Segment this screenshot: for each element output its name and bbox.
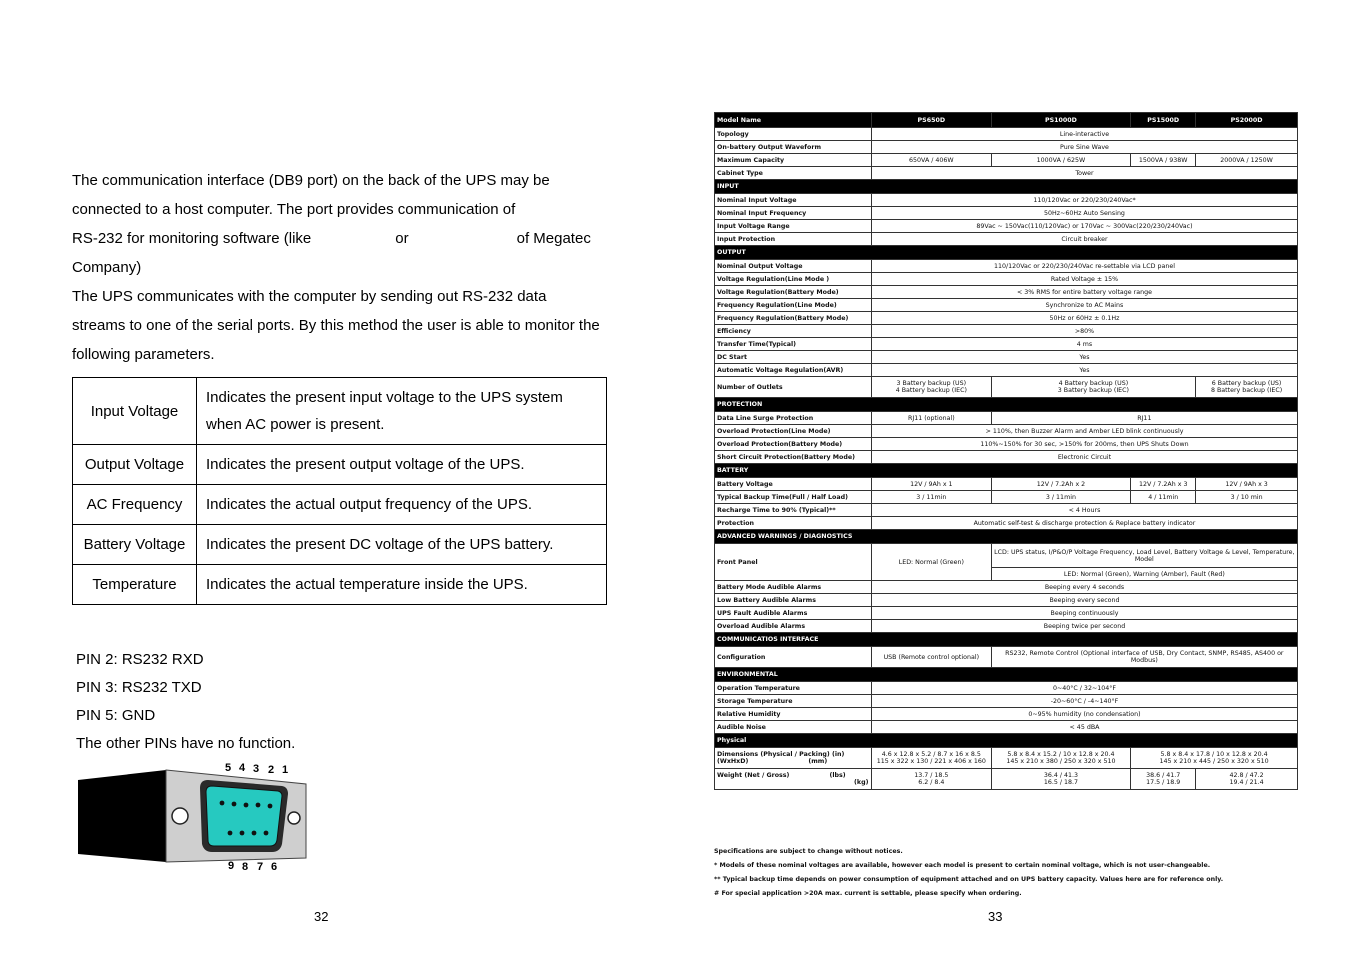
table-header-row (715, 113, 1298, 128)
param-desc: Indicates the present output voltage of the UPS. (197, 445, 607, 485)
weight-unit: (lbs) (829, 772, 846, 779)
connector-body (78, 770, 166, 862)
row-label: Relative Humidity (715, 708, 872, 721)
intro-line: The UPS communicates with the computer by sending out RS-232 data (72, 288, 547, 305)
section-header (715, 734, 1298, 748)
footnote: # For special application >20A max. current is settable, please specify when ordering. (714, 890, 1022, 897)
section-title: COMMUNICATIOS INTERFACE (715, 633, 1298, 647)
row-label: Low Battery Audible Alarms (715, 594, 872, 607)
row-label (715, 769, 872, 790)
section-title: ENVIRONMENTAL (715, 668, 1298, 682)
param-desc: Indicates the present DC voltage of the UPS battery. (197, 525, 607, 565)
pin-number: 1 (282, 764, 289, 776)
param-name: Temperature (73, 565, 197, 605)
section-header (715, 633, 1298, 647)
section-title: Physical (715, 734, 1298, 748)
row-label: Frequency Regulation(Line Mode) (715, 299, 872, 312)
table-row (715, 128, 1298, 141)
intro-segment: RS-232 for monitoring software (like (72, 230, 312, 247)
section-header (715, 530, 1298, 544)
section-header (715, 246, 1298, 260)
row-value: < 45 dBA (871, 721, 1297, 734)
table-row (715, 491, 1298, 504)
table-row (715, 412, 1298, 425)
row-label: Voltage Regulation(Battery Mode) (715, 286, 872, 299)
outlet-line: 3 Battery backup (US) (896, 380, 967, 387)
model-name: PS1000D (991, 113, 1131, 128)
table-row (715, 299, 1298, 312)
pin-number: 8 (242, 861, 249, 873)
table-row (715, 581, 1298, 594)
row-value (871, 769, 991, 790)
page-number: 33 (988, 909, 1003, 924)
row-value (1196, 769, 1298, 790)
row-label: Recharge Time to 90% (Typical)** (715, 504, 872, 517)
param-desc: Indicates the present input voltage to the UPS system when AC power is present. (197, 378, 607, 445)
section-title: ADVANCED WARNINGS / DIAGNOSTICS (715, 530, 1298, 544)
table-row (715, 338, 1298, 351)
table-row (715, 207, 1298, 220)
weight-line: 6.2 / 8.4 (918, 779, 945, 786)
row-value: 89Vac ~ 150Vac(110/120Vac) or 170Vac ~ 300Vac(220/230/240Vac) (871, 220, 1297, 233)
dim-label: Dimensions (Physical / Packing) (in) (717, 751, 845, 758)
dim-line: 5.8 x 8.4 x 15.2 / 10 x 12.8 x 20.4 (1007, 751, 1115, 758)
table-row (715, 312, 1298, 325)
row-label: Front Panel (715, 544, 872, 581)
row-label: UPS Fault Audible Alarms (715, 607, 872, 620)
pin-number: 4 (239, 762, 246, 774)
row-value: Beeping twice per second (871, 620, 1297, 633)
table-row (715, 748, 1298, 769)
row-label: Audible Noise (715, 721, 872, 734)
table-row (715, 220, 1298, 233)
row-label: Frequency Regulation(Battery Mode) (715, 312, 872, 325)
row-label: Nominal Input Frequency (715, 207, 872, 220)
table-row (715, 695, 1298, 708)
row-value: RS232, Remote Control (Optional interface of USB, Dry Contact, SNMP, RS485, AS400 or Modbus) (991, 647, 1297, 668)
row-value: 12V / 9Ah x 3 (1196, 478, 1298, 491)
table-row (73, 565, 607, 605)
section-title: BATTERY (715, 464, 1298, 478)
dim-line: 4.6 x 12.8 x 5.2 / 8.7 x 16 x 8.5 (881, 751, 981, 758)
row-value: Synchronize to AC Mains (871, 299, 1297, 312)
intro-line (72, 224, 652, 253)
table-row (715, 594, 1298, 607)
param-desc: Indicates the actual output frequency of the UPS. (197, 485, 607, 525)
row-value: 4 / 11min (1131, 491, 1196, 504)
row-value: >80% (871, 325, 1297, 338)
row-value: 110%~150% for 30 sec, >150% for 200ms, then UPS Shuts Down (871, 438, 1297, 451)
row-label: Protection (715, 517, 872, 530)
section-header (715, 398, 1298, 412)
pin-line: PIN 3: RS232 TXD (76, 679, 202, 696)
row-value: LED: Normal (Green) (871, 544, 991, 581)
dim-line: 5.8 x 8.4 x 17.8 / 10 x 12.8 x 20.4 (1160, 751, 1268, 758)
row-value: Yes (871, 364, 1297, 377)
connector-face (206, 786, 282, 846)
table-row (715, 769, 1298, 790)
outlet-line: 3 Battery backup (IEC) (1057, 387, 1130, 394)
row-label: DC Start (715, 351, 872, 364)
weight-line: 16.5 / 18.7 (1043, 779, 1079, 786)
table-row (715, 607, 1298, 620)
table-row (715, 425, 1298, 438)
row-label: Voltage Regulation(Line Mode ) (715, 273, 872, 286)
intro-paragraph (72, 166, 652, 369)
row-value: 12V / 7.2Ah x 2 (991, 478, 1131, 491)
header-label: Model Name (715, 113, 872, 128)
pin-line: The other PINs have no function. (76, 735, 296, 752)
table-row (715, 325, 1298, 338)
table-row (715, 377, 1298, 398)
row-label: Overload Protection(Battery Mode) (715, 438, 872, 451)
section-title: OUTPUT (715, 246, 1298, 260)
row-label: Nominal Output Voltage (715, 260, 872, 273)
pin-line: PIN 5: GND (76, 707, 156, 724)
outlet-line: 4 Battery backup (US) (1058, 380, 1129, 387)
table-row (715, 517, 1298, 530)
dim-line: 115 x 322 x 130 / 221 x 406 x 160 (876, 758, 986, 765)
table-row (715, 154, 1298, 167)
weight-line: 17.5 / 18.9 (1146, 779, 1181, 786)
table-row (715, 194, 1298, 207)
model-name: PS2000D (1196, 113, 1298, 128)
row-label: Configuration (715, 647, 872, 668)
intro-line: Company) (72, 259, 142, 276)
row-label: Storage Temperature (715, 695, 872, 708)
outlet-line: 6 Battery backup (US) (1211, 380, 1282, 387)
table-row (715, 273, 1298, 286)
row-value: 1000VA / 625W (991, 154, 1131, 167)
intro-segment: of Megatec (516, 230, 591, 247)
row-label: Data Line Surge Protection (715, 412, 872, 425)
row-value: LED: Normal (Green), Warning (Amber), Fault (Red) (991, 568, 1297, 581)
intro-line: streams to one of the serial ports. By this method the user is able to monitor the (72, 317, 600, 334)
table-row (715, 504, 1298, 517)
outlet-line: 8 Battery backup (IEC) (1210, 387, 1283, 394)
row-value: Beeping every 4 seconds (871, 581, 1297, 594)
row-value (1131, 769, 1196, 790)
row-value (1196, 377, 1298, 398)
row-label: Typical Backup Time(Full / Half Load) (715, 491, 872, 504)
row-label: Overload Audible Alarms (715, 620, 872, 633)
pin-number: 3 (253, 763, 260, 775)
row-label: Input Protection (715, 233, 872, 246)
row-value: 650VA / 406W (871, 154, 991, 167)
intro-segment: or (395, 230, 409, 247)
row-label: Maximum Capacity (715, 154, 872, 167)
footnote: ** Typical backup time depends on power consumption of equipment attached and on UPS battery capacity. Values here are for reference only. (714, 876, 1224, 883)
table-row (73, 445, 607, 485)
row-value: Yes (871, 351, 1297, 364)
parameter-table (72, 377, 607, 605)
dim-label: (WxHxD) (717, 758, 749, 765)
dim-line: 145 x 210 x 380 / 250 x 320 x 510 (1006, 758, 1116, 765)
param-name: AC Frequency (73, 485, 197, 525)
pin-number: 2 (268, 764, 275, 776)
row-value: Rated Voltage ± 15% (871, 273, 1297, 286)
table-row (73, 485, 607, 525)
row-value (871, 748, 991, 769)
row-value: LCD: UPS status, I/P&O/P Voltage Frequency, Load Level, Battery Voltage & Level, Temperature, Model (991, 544, 1297, 568)
row-value: RJ11 (optional) (871, 412, 991, 425)
row-label: Overload Protection(Line Mode) (715, 425, 872, 438)
row-value: 50Hz or 60Hz ± 0.1Hz (871, 312, 1297, 325)
weight-line: 38.6 / 41.7 (1146, 772, 1181, 779)
row-value (991, 748, 1131, 769)
weight-label: Weight (Net / Gross) (717, 772, 790, 779)
pin-list (76, 646, 295, 758)
section-title: INPUT (715, 180, 1298, 194)
weight-line: 42.8 / 47.2 (1229, 772, 1264, 779)
row-value: 0~40°C / 32~104°F (871, 682, 1297, 695)
right-page (675, 0, 1351, 954)
pin-number: 7 (257, 861, 264, 873)
row-label: Operation Temperature (715, 682, 872, 695)
table-row (715, 647, 1298, 668)
table-row (715, 438, 1298, 451)
table-row (715, 233, 1298, 246)
param-desc: Indicates the actual temperature inside the UPS. (197, 565, 607, 605)
row-value: Circuit breaker (871, 233, 1297, 246)
table-row (715, 364, 1298, 377)
row-label (715, 748, 872, 769)
param-name: Output Voltage (73, 445, 197, 485)
row-value: Automatic self-test & discharge protection & Replace battery indicator (871, 517, 1297, 530)
row-value: 1500VA / 938W (1131, 154, 1196, 167)
table-row (715, 544, 1298, 568)
table-row (715, 682, 1298, 695)
outlet-line: 4 Battery backup (IEC) (895, 387, 967, 394)
section-header (715, 464, 1298, 478)
intro-line: connected to a host computer. The port provides communication of (72, 201, 516, 218)
dim-label-line (717, 758, 869, 765)
row-value: Beeping every second (871, 594, 1297, 607)
row-value: Pure Sine Wave (871, 141, 1297, 154)
row-label: Battery Mode Audible Alarms (715, 581, 872, 594)
table-row (715, 260, 1298, 273)
row-value: 12V / 9Ah x 1 (871, 478, 991, 491)
param-name: Input Voltage (73, 378, 197, 445)
table-row (715, 478, 1298, 491)
section-header (715, 180, 1298, 194)
left-page (0, 0, 675, 954)
row-value: > 110%, then Buzzer Alarm and Amber LED blink continuously (871, 425, 1297, 438)
table-row (715, 286, 1298, 299)
specification-table (714, 112, 1298, 790)
table-row (715, 721, 1298, 734)
weight-line: 19.4 / 21.4 (1229, 779, 1264, 786)
table-row (715, 708, 1298, 721)
row-value: Tower (871, 167, 1297, 180)
dim-line: 145 x 210 x 445 / 250 x 320 x 510 (1159, 758, 1269, 765)
row-value: Line-interactive (871, 128, 1297, 141)
row-value: 110/120Vac or 220/230/240Vac re-settable via LCD panel (871, 260, 1297, 273)
row-value: Electronic Circuit (871, 451, 1297, 464)
row-label: Input Voltage Range (715, 220, 872, 233)
row-value: 4 ms (871, 338, 1297, 351)
section-title: PROTECTION (715, 398, 1298, 412)
row-value: 3 / 11min (871, 491, 991, 504)
dim-unit: (mm) (808, 758, 828, 765)
mounting-hole (172, 808, 188, 824)
row-label: Transfer Time(Typical) (715, 338, 872, 351)
footnote: * Models of these nominal voltages are available, however each model is present to certain nominal voltage, which is not user-changeable. (714, 862, 1211, 869)
pin-number: 5 (225, 762, 232, 774)
row-label: On-battery Output Waveform (715, 141, 872, 154)
table-row (73, 525, 607, 565)
row-value: 3 / 11min (991, 491, 1131, 504)
table-row (73, 378, 607, 445)
row-value: Beeping continuously (871, 607, 1297, 620)
pin-number: 6 (271, 861, 278, 873)
mounting-hole (288, 812, 300, 824)
row-value: < 3% RMS for entire battery voltage range (871, 286, 1297, 299)
param-name: Battery Voltage (73, 525, 197, 565)
weight-line: 13.7 / 18.5 (914, 772, 949, 779)
row-value (1131, 748, 1298, 769)
row-label: Cabinet Type (715, 167, 872, 180)
intro-line: following parameters. (72, 346, 215, 363)
row-value (991, 377, 1196, 398)
row-label: Automatic Voltage Regulation(AVR) (715, 364, 872, 377)
weight-line: 36.4 / 41.3 (1043, 772, 1079, 779)
model-name: PS650D (871, 113, 991, 128)
row-value: < 4 Hours (871, 504, 1297, 517)
spec-footnotes (714, 845, 1314, 901)
table-row (715, 351, 1298, 364)
model-name: PS1500D (1131, 113, 1196, 128)
row-label: Short Circuit Protection(Battery Mode) (715, 451, 872, 464)
section-header (715, 668, 1298, 682)
row-label: Number of Outlets (715, 377, 872, 398)
table-row (715, 620, 1298, 633)
row-value: USB (Remote control optional) (871, 647, 991, 668)
row-value (871, 377, 991, 398)
pin-line: PIN 2: RS232 RXD (76, 651, 204, 668)
row-value: 50Hz~60Hz Auto Sensing (871, 207, 1297, 220)
page-number: 32 (314, 909, 329, 924)
row-label: Battery Voltage (715, 478, 872, 491)
row-label: Efficiency (715, 325, 872, 338)
row-value: 3 / 10 min (1196, 491, 1298, 504)
row-value: RJ11 (991, 412, 1297, 425)
row-value: 0~95% humidity (no condensation) (871, 708, 1297, 721)
weight-unit: (kg) (854, 779, 869, 786)
row-value: 110/120Vac or 220/230/240Vac* (871, 194, 1297, 207)
table-row (715, 451, 1298, 464)
table-row (715, 167, 1298, 180)
row-label: Topology (715, 128, 872, 141)
intro-line: The communication interface (DB9 port) on the back of the UPS may be (72, 172, 550, 189)
db9-connector-illustration (74, 758, 314, 874)
row-value: -20~60°C / -4~140°F (871, 695, 1297, 708)
row-label: Nominal Input Voltage (715, 194, 872, 207)
row-value (991, 769, 1131, 790)
row-value: 2000VA / 1250W (1196, 154, 1298, 167)
table-row (715, 141, 1298, 154)
footnote: Specifications are subject to change without notices. (714, 848, 903, 855)
pin-number: 9 (228, 860, 235, 872)
row-value: 12V / 7.2Ah x 3 (1131, 478, 1196, 491)
